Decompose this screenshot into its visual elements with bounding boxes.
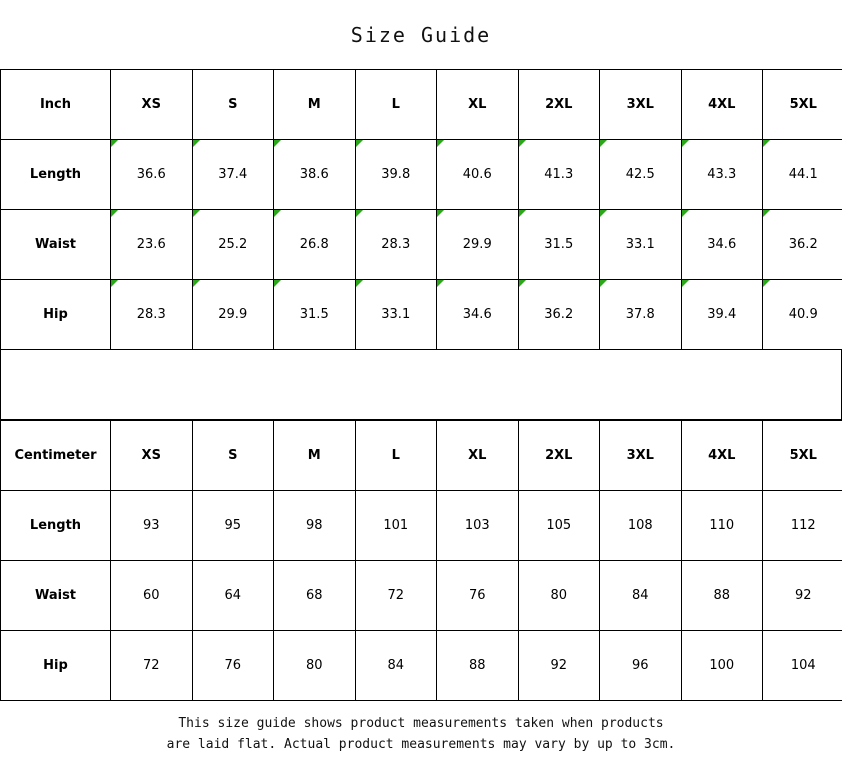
cell-value: 108 bbox=[600, 491, 682, 561]
cell-value: 60 bbox=[111, 561, 193, 631]
cell-value: 26.8 bbox=[274, 210, 356, 280]
cell-value: 36.2 bbox=[518, 280, 600, 350]
column-header-4xl: 4XL bbox=[681, 421, 763, 491]
cell-value: 37.4 bbox=[192, 140, 274, 210]
cell-value: 36.2 bbox=[763, 210, 842, 280]
row-label-hip: Hip bbox=[1, 631, 111, 701]
column-header-m: M bbox=[274, 70, 356, 140]
cell-value: 25.2 bbox=[192, 210, 274, 280]
column-header-3xl: 3XL bbox=[600, 70, 682, 140]
row-label-waist: Waist bbox=[1, 210, 111, 280]
cell-value: 31.5 bbox=[274, 280, 356, 350]
column-header-3xl: 3XL bbox=[600, 421, 682, 491]
column-header-4xl: 4XL bbox=[681, 70, 763, 140]
cell-value: 68 bbox=[274, 561, 356, 631]
cell-value: 105 bbox=[518, 491, 600, 561]
cell-value: 29.9 bbox=[192, 280, 274, 350]
unit-header: Centimeter bbox=[1, 421, 111, 491]
cell-value: 23.6 bbox=[111, 210, 193, 280]
cell-value: 33.1 bbox=[355, 280, 437, 350]
cell-value: 92 bbox=[518, 631, 600, 701]
table-row bbox=[1, 140, 842, 210]
cell-value: 72 bbox=[111, 631, 193, 701]
column-header-2xl: 2XL bbox=[518, 70, 600, 140]
cell-value: 112 bbox=[763, 491, 842, 561]
cell-value: 95 bbox=[192, 491, 274, 561]
cell-value: 88 bbox=[437, 631, 519, 701]
cell-value: 28.3 bbox=[111, 280, 193, 350]
cell-value: 93 bbox=[111, 491, 193, 561]
row-label-length: Length bbox=[1, 140, 111, 210]
cell-value: 101 bbox=[355, 491, 437, 561]
cell-value: 64 bbox=[192, 561, 274, 631]
column-header-xs: XS bbox=[111, 70, 193, 140]
row-label-length: Length bbox=[1, 491, 111, 561]
table-row bbox=[1, 210, 842, 280]
table-row bbox=[1, 561, 842, 631]
cell-value: 43.3 bbox=[681, 140, 763, 210]
cell-value: 110 bbox=[681, 491, 763, 561]
cell-value: 31.5 bbox=[518, 210, 600, 280]
cell-value: 84 bbox=[600, 561, 682, 631]
cell-value: 39.8 bbox=[355, 140, 437, 210]
table-header-row bbox=[1, 421, 842, 491]
cell-value: 44.1 bbox=[763, 140, 842, 210]
cell-value: 92 bbox=[763, 561, 842, 631]
cell-value: 29.9 bbox=[437, 210, 519, 280]
cell-value: 80 bbox=[518, 561, 600, 631]
column-header-xl: XL bbox=[437, 70, 519, 140]
table-row bbox=[1, 280, 842, 350]
cell-value: 34.6 bbox=[437, 280, 519, 350]
cell-value: 80 bbox=[274, 631, 356, 701]
cell-value: 104 bbox=[763, 631, 842, 701]
inch-table-wrap bbox=[0, 69, 842, 350]
unit-header: Inch bbox=[1, 70, 111, 140]
cell-value: 88 bbox=[681, 561, 763, 631]
row-label-hip: Hip bbox=[1, 280, 111, 350]
column-header-5xl: 5XL bbox=[763, 70, 842, 140]
cell-value: 96 bbox=[600, 631, 682, 701]
table-row bbox=[1, 491, 842, 561]
cell-value: 98 bbox=[274, 491, 356, 561]
cell-value: 84 bbox=[355, 631, 437, 701]
column-header-l: L bbox=[355, 421, 437, 491]
cell-value: 36.6 bbox=[111, 140, 193, 210]
cell-value: 39.4 bbox=[681, 280, 763, 350]
column-header-xl: XL bbox=[437, 421, 519, 491]
column-header-l: L bbox=[355, 70, 437, 140]
inch-size-table bbox=[0, 69, 842, 350]
column-header-2xl: 2XL bbox=[518, 421, 600, 491]
column-header-s: S bbox=[192, 421, 274, 491]
table-separator bbox=[0, 350, 842, 420]
cell-value: 41.3 bbox=[518, 140, 600, 210]
cell-value: 33.1 bbox=[600, 210, 682, 280]
cell-value: 40.9 bbox=[763, 280, 842, 350]
cell-value: 28.3 bbox=[355, 210, 437, 280]
cell-value: 37.8 bbox=[600, 280, 682, 350]
column-header-5xl: 5XL bbox=[763, 421, 842, 491]
cell-value: 103 bbox=[437, 491, 519, 561]
cell-value: 76 bbox=[192, 631, 274, 701]
cell-value: 76 bbox=[437, 561, 519, 631]
table-header-row bbox=[1, 70, 842, 140]
page-title: Size Guide bbox=[0, 0, 842, 69]
footer-note bbox=[0, 701, 842, 769]
cell-value: 72 bbox=[355, 561, 437, 631]
footer-line-2: are laid flat. Actual product measurements may vary by up to 3cm. bbox=[167, 735, 676, 756]
cell-value: 100 bbox=[681, 631, 763, 701]
column-header-m: M bbox=[274, 421, 356, 491]
row-label-waist: Waist bbox=[1, 561, 111, 631]
column-header-xs: XS bbox=[111, 421, 193, 491]
footer-line-1: This size guide shows product measurements taken when products bbox=[178, 714, 663, 735]
centimeter-size-table bbox=[0, 420, 842, 701]
centimeter-table-wrap bbox=[0, 420, 842, 701]
cell-value: 42.5 bbox=[600, 140, 682, 210]
table-row bbox=[1, 631, 842, 701]
cell-value: 34.6 bbox=[681, 210, 763, 280]
cell-value: 38.6 bbox=[274, 140, 356, 210]
cell-value: 40.6 bbox=[437, 140, 519, 210]
column-header-s: S bbox=[192, 70, 274, 140]
